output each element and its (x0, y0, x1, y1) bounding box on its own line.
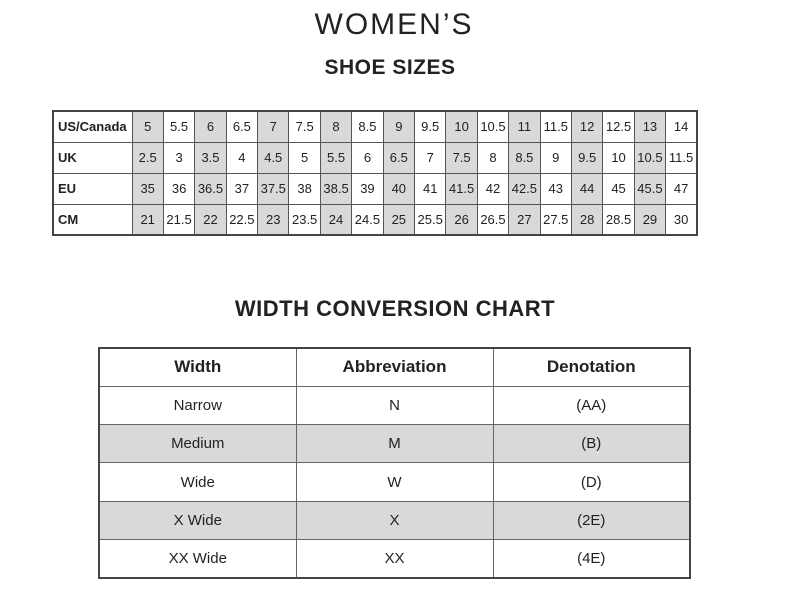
size-cell: 41 (415, 173, 446, 204)
size-cell: 10.5 (477, 111, 508, 142)
size-row-uk (53, 142, 697, 173)
width-cell-abbreviation: N (296, 386, 493, 424)
width-cell-denotation: (AA) (493, 386, 690, 424)
size-cell: 28.5 (603, 204, 634, 235)
size-cell: 24 (320, 204, 351, 235)
size-cell: 25 (383, 204, 414, 235)
size-cell: 12.5 (603, 111, 634, 142)
size-cell: 8 (477, 142, 508, 173)
header-denotation: Denotation (493, 348, 690, 386)
size-cell: 47 (666, 173, 697, 204)
size-cell: 29 (634, 204, 665, 235)
width-row-wide (99, 463, 690, 501)
size-cell: 6.5 (226, 111, 257, 142)
size-cell: 3 (163, 142, 194, 173)
width-row-xx-wide (99, 539, 690, 577)
size-cell: 27.5 (540, 204, 571, 235)
size-cell: 7 (415, 142, 446, 173)
size-cell: 22.5 (226, 204, 257, 235)
size-cell: 45 (603, 173, 634, 204)
width-conversion-table (98, 347, 691, 579)
size-cell: 23 (258, 204, 289, 235)
size-cell: 12 (571, 111, 602, 142)
size-cell: 40 (383, 173, 414, 204)
size-row-label: CM (53, 204, 132, 235)
width-cell-denotation: (D) (493, 463, 690, 501)
width-cell-width: Medium (99, 425, 296, 463)
size-cell: 23.5 (289, 204, 320, 235)
size-row-eu (53, 173, 697, 204)
size-cell: 7.5 (289, 111, 320, 142)
size-cell: 9 (383, 111, 414, 142)
size-cell: 2.5 (132, 142, 163, 173)
size-cell: 7.5 (446, 142, 477, 173)
size-cell: 37.5 (258, 173, 289, 204)
size-cell: 45.5 (634, 173, 665, 204)
width-table-header (99, 348, 690, 386)
size-cell: 10 (446, 111, 477, 142)
page-subtitle: SHOE SIZES (324, 56, 456, 79)
size-cell: 11.5 (540, 111, 571, 142)
width-cell-width: XX Wide (99, 539, 296, 577)
header-width: Width (99, 348, 296, 386)
size-cell: 39 (352, 173, 383, 204)
size-row-cm (53, 204, 697, 235)
width-cell-denotation: (2E) (493, 501, 690, 539)
size-cell: 5.5 (320, 142, 351, 173)
header-abbreviation: Abbreviation (296, 348, 493, 386)
width-row-x-wide (99, 501, 690, 539)
width-row-medium (99, 425, 690, 463)
width-cell-abbreviation: X (296, 501, 493, 539)
width-cell-abbreviation: M (296, 425, 493, 463)
size-row-label: UK (53, 142, 132, 173)
size-cell: 38.5 (320, 173, 351, 204)
size-cell: 35 (132, 173, 163, 204)
size-row-label: EU (53, 173, 132, 204)
size-cell: 11.5 (666, 142, 697, 173)
size-cell: 41.5 (446, 173, 477, 204)
size-cell: 14 (666, 111, 697, 142)
page-title: WOMEN’S (314, 8, 474, 41)
width-cell-width: X Wide (99, 501, 296, 539)
size-cell: 30 (666, 204, 697, 235)
size-cell: 5 (132, 111, 163, 142)
size-row-label: US/Canada (53, 111, 132, 142)
size-cell: 4 (226, 142, 257, 173)
size-cell: 6 (195, 111, 226, 142)
size-cell: 6.5 (383, 142, 414, 173)
size-cell: 36 (163, 173, 194, 204)
size-cell: 21.5 (163, 204, 194, 235)
width-cell-denotation: (B) (493, 425, 690, 463)
size-cell: 8.5 (352, 111, 383, 142)
size-cell: 28 (571, 204, 602, 235)
size-cell: 9 (540, 142, 571, 173)
width-cell-denotation: (4E) (493, 539, 690, 577)
size-cell: 10 (603, 142, 634, 173)
size-cell: 13 (634, 111, 665, 142)
size-cell: 42 (477, 173, 508, 204)
size-cell: 3.5 (195, 142, 226, 173)
size-cell: 11 (509, 111, 540, 142)
size-cell: 43 (540, 173, 571, 204)
size-cell: 36.5 (195, 173, 226, 204)
size-cell: 25.5 (415, 204, 446, 235)
size-cell: 8 (320, 111, 351, 142)
width-table-body (99, 386, 690, 577)
width-cell-abbreviation: W (296, 463, 493, 501)
shoe-size-table (52, 110, 698, 236)
shoe-size-table-body (53, 111, 697, 235)
width-cell-width: Narrow (99, 386, 296, 424)
width-cell-width: Wide (99, 463, 296, 501)
size-cell: 26 (446, 204, 477, 235)
size-cell: 22 (195, 204, 226, 235)
size-cell: 44 (571, 173, 602, 204)
width-row-narrow (99, 386, 690, 424)
size-cell: 26.5 (477, 204, 508, 235)
size-cell: 9.5 (571, 142, 602, 173)
size-cell: 5 (289, 142, 320, 173)
size-cell: 9.5 (415, 111, 446, 142)
size-cell: 5.5 (163, 111, 194, 142)
size-cell: 8.5 (509, 142, 540, 173)
width-chart-title: WIDTH CONVERSION CHART (234, 296, 556, 321)
size-cell: 24.5 (352, 204, 383, 235)
size-cell: 4.5 (258, 142, 289, 173)
width-table-header-row (99, 348, 690, 386)
size-cell: 37 (226, 173, 257, 204)
size-row-us-canada (53, 111, 697, 142)
width-cell-abbreviation: XX (296, 539, 493, 577)
size-cell: 10.5 (634, 142, 665, 173)
size-cell: 42.5 (509, 173, 540, 204)
size-cell: 6 (352, 142, 383, 173)
size-cell: 7 (258, 111, 289, 142)
size-cell: 21 (132, 204, 163, 235)
size-cell: 27 (509, 204, 540, 235)
size-cell: 38 (289, 173, 320, 204)
